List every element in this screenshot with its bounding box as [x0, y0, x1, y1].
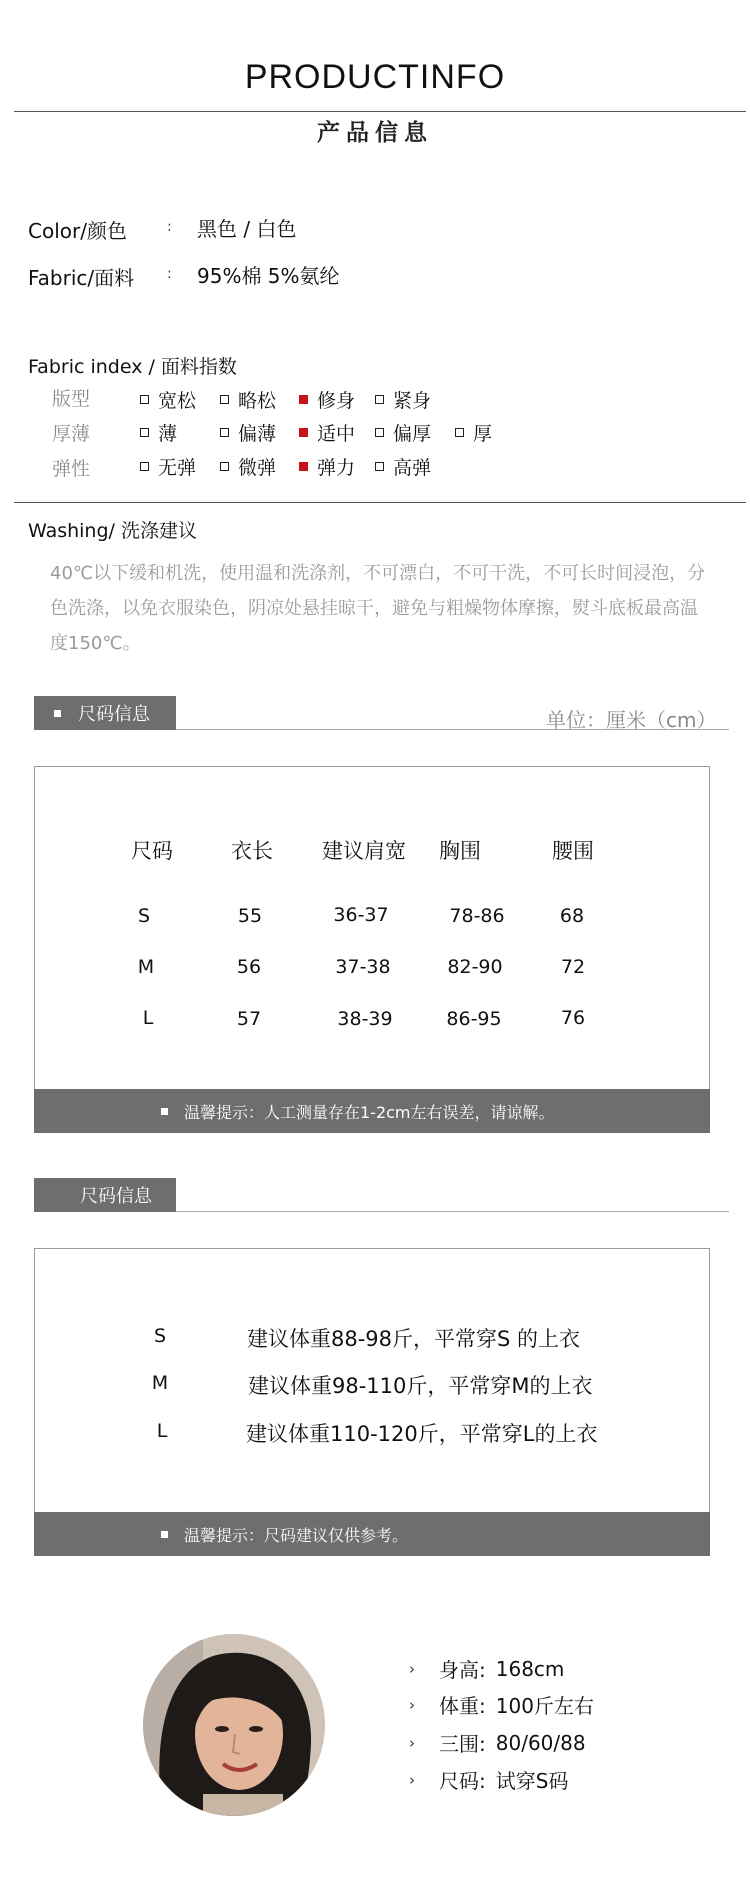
fabric-divider — [14, 502, 746, 503]
table-header: 建议肩宽 — [322, 839, 406, 863]
size-table-panel — [34, 766, 710, 1132]
table-cell: 55 — [237, 905, 263, 927]
fit-option-relaxed: 略松 — [220, 386, 276, 413]
chevron-right-icon: › — [409, 1695, 415, 1714]
model-measurements-row: › 三围: 80/60/88 — [409, 1730, 586, 1756]
elasticity-option-high: 高弹 — [375, 453, 431, 480]
table-cell: 38-39 — [337, 1008, 393, 1030]
fit-label: 版型 — [52, 388, 91, 410]
checkbox-icon — [375, 395, 384, 404]
table-cell: S — [137, 905, 151, 927]
size-recommend-panel — [34, 1248, 710, 1556]
recommend-text: 建议体重110-120斤，平常穿L的上衣 — [246, 1422, 598, 1446]
size-recommend-tag: 尺码信息 — [34, 1178, 176, 1212]
checkbox-icon — [220, 395, 229, 404]
model-weight-row: › 体重: 100斤左右 — [409, 1694, 594, 1718]
fabric-index-title: Fabric index / 面料指数 — [28, 356, 237, 378]
recommend-text: 建议体重88-98斤，平常穿S 的上衣 — [247, 1327, 581, 1351]
elasticity-option-stretch: 弹力 — [299, 453, 355, 480]
elasticity-option-slight: 微弹 — [220, 453, 276, 480]
table-cell: 78-86 — [449, 905, 505, 927]
bullet-square-icon — [161, 1108, 168, 1115]
measurement-note: 温馨提示：人工测量存在1-2cm左右误差，请谅解。 — [34, 1089, 710, 1133]
elasticity-label: 弹性 — [52, 458, 91, 480]
model-size-row: › 尺码: 试穿S码 — [409, 1769, 569, 1793]
checkbox-icon — [220, 428, 229, 437]
fabric-colon: : — [167, 266, 172, 282]
table-cell: 82-90 — [447, 956, 503, 978]
color-colon: : — [167, 219, 172, 235]
washing-title: Washing/ 洗涤建议 — [28, 520, 197, 542]
model-portrait-image — [143, 1634, 325, 1816]
table-header: 腰围 — [552, 839, 594, 863]
checkbox-icon — [140, 428, 149, 437]
fabric-label: Fabric/面料 — [28, 266, 135, 290]
model-avatar — [143, 1634, 325, 1816]
thickness-label: 厚薄 — [52, 423, 91, 445]
table-header: 胸围 — [439, 839, 481, 863]
chevron-right-icon: › — [409, 1659, 415, 1678]
recommend-text: 建议体重98-110斤，平常穿M的上衣 — [248, 1374, 593, 1398]
chevron-right-icon: › — [409, 1770, 415, 1789]
table-cell: 86-95 — [446, 1008, 502, 1030]
fit-option-loose: 宽松 — [140, 386, 196, 413]
table-header: 衣长 — [231, 839, 273, 863]
table-cell: 76 — [560, 1007, 586, 1029]
table-cell: L — [142, 1007, 154, 1029]
table-cell: 57 — [236, 1008, 262, 1030]
thickness-option-thickish: 偏厚 — [375, 419, 431, 446]
thickness-option-thick: 厚 — [455, 419, 492, 446]
table-cell: 36-37 — [333, 904, 389, 926]
page-title-cn: 产品信息 — [317, 120, 433, 146]
recommend-size: M — [151, 1372, 169, 1394]
fit-option-slim: 修身 — [299, 386, 355, 413]
checkbox-icon — [375, 462, 384, 471]
color-value: 黑色 / 白色 — [197, 217, 297, 241]
fabric-value: 95%棉 5%氨纶 — [197, 264, 340, 288]
checkbox-icon — [375, 428, 384, 437]
size-recommend-divider — [176, 1211, 729, 1212]
checkbox-icon — [140, 462, 149, 471]
model-height-row: › 身高: 168cm — [409, 1656, 565, 1682]
checkbox-checked-icon — [299, 395, 308, 404]
size-info-tag: 尺码信息 — [34, 696, 176, 730]
washing-instructions: 40℃以下缓和机洗，使用温和洗涤剂，不可漂白，不可干洗，不可长时间浸泡，分色洗涤，以免衣服染色，阴凉处悬挂晾干，避免与粗燥物体摩擦，熨斗底板最高温度150℃。 — [50, 563, 706, 654]
table-cell: 37-38 — [335, 956, 391, 978]
header-divider — [14, 111, 746, 112]
checkbox-icon — [455, 428, 464, 437]
table-cell: M — [137, 956, 155, 978]
thickness-option-medium: 适中 — [299, 419, 355, 446]
checkbox-icon — [140, 395, 149, 404]
table-cell: 68 — [559, 905, 585, 927]
color-label: Color/颜色 — [28, 219, 127, 243]
recommend-size: S — [153, 1325, 167, 1347]
bullet-square-icon — [161, 1531, 168, 1538]
checkbox-checked-icon — [299, 428, 308, 437]
thickness-option-thin: 薄 — [140, 419, 177, 446]
table-cell: 56 — [236, 956, 262, 978]
chevron-right-icon: › — [409, 1733, 415, 1752]
checkbox-checked-icon — [299, 462, 308, 471]
table-header: 尺码 — [131, 839, 173, 863]
fit-option-tight: 紧身 — [375, 386, 431, 413]
thickness-option-thinnish: 偏薄 — [220, 419, 276, 446]
recommend-size: L — [156, 1420, 168, 1442]
page-title-en: PRODUCTINFO — [244, 58, 506, 96]
recommend-note: 温馨提示：尺码建议仅供参考。 — [34, 1512, 710, 1556]
unit-label: 单位：厘米（cm） — [546, 708, 717, 732]
checkbox-icon — [220, 462, 229, 471]
bullet-square-icon — [54, 710, 61, 717]
elasticity-option-none: 无弹 — [140, 453, 196, 480]
table-cell: 72 — [560, 956, 586, 978]
